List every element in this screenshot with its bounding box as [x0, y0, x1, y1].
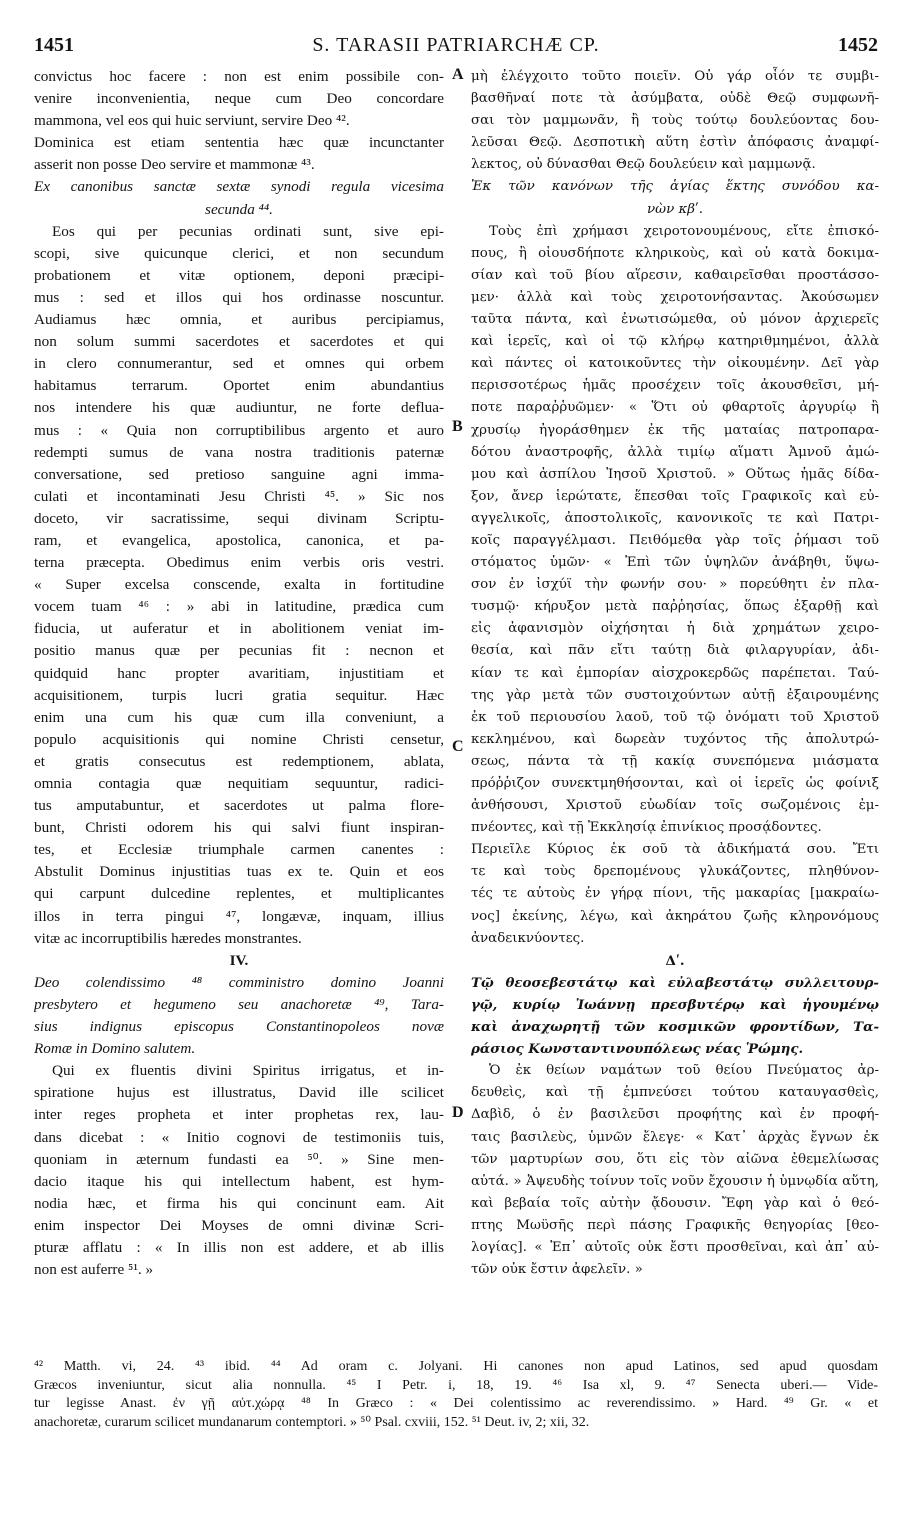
text-line: Dominica est etiam sententia hæc quæ incunctanter — [34, 134, 444, 152]
text-line: ποτε παραῤῥυῶμεν· « Ὅτι οὐ φθαρτοῖς ἀργυρίῳ ἢ — [471, 400, 879, 416]
footnote-line: tur legisse Anast. ἐν γῇ αὐτ.χώρᾳ ⁴⁸ In Græco : « Dei colentissimo ac reverendissimo. » Hard. ⁴⁹ Gr. « et — [34, 1396, 878, 1411]
footnote-line: ⁴² Matth. vi, 24. ⁴³ ibid. ⁴⁴ Ad oram c. Jolyani. Hi canones non apud Latinos, sed apud quosdam — [34, 1359, 878, 1374]
section-marker-a: A — [452, 66, 464, 83]
text-line: κεκλημένου, καὶ δωρεὰν τυχόντος τῆς ἀπολυτρώ- — [471, 731, 879, 747]
text-line: πνέοντες, καὶ τῇ Ἐκκλησίᾳ ἐπινίκιος προσᾴδοντες. — [471, 820, 822, 836]
column-number-left: 1451 — [34, 34, 74, 56]
text-line: terna præcepta. Obedimus enim verbis oris vestri. — [34, 554, 444, 572]
text-line: τυσμῷ· κήρυξον μετὰ παῤῥησίας, ὅπως ἐξαρθῇ καὶ — [471, 599, 879, 615]
text-line: presbytero et hegumeno seu anachoretæ ⁴⁹, Tara- — [34, 995, 444, 1013]
text-line: secunda ⁴⁴. — [205, 200, 273, 218]
text-line: habitamus terrarum. Oportet enim abundantius — [34, 377, 444, 395]
text-line: Ὁ ἐκ θείων ναμάτων τοῦ θείου Πνεύματος ἀρ- — [489, 1063, 879, 1079]
text-line: σίαν καὶ τοῦ βίου αἵρεσιν, καθαιρεῖσθαι προστάσσο- — [471, 267, 879, 283]
text-line: dans dicebat : « Initio cognovi de testimoniis tuis, — [34, 1128, 444, 1146]
text-line: ἀνθήσουσι, Χριστοῦ εὐωδίαν τοῖς σωζομένοις ἐμ- — [471, 798, 879, 814]
text-line: asserit non posse Deo servire et mammonæ ⁴³. — [34, 156, 315, 174]
footnote-line: Græcos inveniuntur, sicut alia nonnulla. ⁴⁵ I Petr. i, 18, 19. ⁴⁶ Isa xl, 9. ⁴⁷ Senecta uberi.— Vide- — [34, 1377, 878, 1393]
text-line: scopi, sive quicunque clerici, et non secundum — [34, 244, 444, 262]
text-line: ram, et evangelica, apostolica, canonica, et pa- — [34, 531, 444, 549]
text-line: νος] ἐκείνης, λέγω, καὶ ἀκηράτου ζωῆς κληρονόμους — [471, 908, 879, 924]
text-line: IV. — [229, 951, 249, 969]
text-line: conversatione, sed pretioso sanguine agni imma- — [34, 465, 444, 483]
text-line: Δʹ. — [665, 952, 685, 969]
text-line: αγγελικοῖς, ἀποστολικοῖς, κανονικοῖς τε καὶ Πατρι- — [471, 510, 879, 526]
text-line: καὶ πάντες οἱ κατοικοῦντες τὴν οἰκουμένην. Δεῖ γὰρ — [471, 356, 879, 372]
text-line: μὴ ἐλέγχοιτο τοῦτο ποιεῖν. Οὐ γάρ οἷόν τε συμβι- — [471, 69, 879, 84]
text-line: nos intendere his quæ audiuntur, ne forte deflua- — [34, 399, 444, 417]
text-line: μου καὶ ἀσπίλου Ἰησοῦ Χριστοῦ. » Οὕτως ἡμᾶς δίδα- — [471, 466, 879, 482]
text-line: mus : sed et illos qui hos ordinasse noscuntur. — [34, 288, 444, 306]
text-line: mus : « Quia non corruptibilibus argento et auro — [34, 421, 444, 439]
text-line: sius indignus episcopus Constantinopoleos novæ — [34, 1018, 444, 1036]
text-line: μεν· ἀλλὰ καὶ τοὺς χειροτονήσαντας. Ἀκούσωμεν — [471, 289, 879, 305]
footnotes — [34, 1358, 878, 1432]
page-header — [34, 34, 878, 60]
text-line: inter reges propheta et inter prophetas rex, lau- — [34, 1106, 444, 1124]
text-line: τῶν οὐκ ἔστιν ἀφελεῖν. » — [471, 1262, 643, 1278]
text-line: Τῷ θεοσεβεστάτῳ καὶ εὐλαβεστάτῳ συλλειτουρ- — [471, 974, 879, 991]
text-line: ράσιος Κωνσταντινουπόλεως νέας Ῥώμης. — [471, 1041, 804, 1058]
text-line: ἀναδεικνύοντες. — [471, 930, 585, 946]
text-line: mammona, vel eos qui huic serviunt, servire Deo ⁴². — [34, 112, 350, 130]
text-line: της γὰρ μετὰ τῶν συστοιχούντων αὐτῇ ἐξαιρουμένης — [471, 687, 879, 703]
text-line: τές τε αὐτοὺς ἐν γήρᾳ πίονι, τῆς μακαρίας [μακραίω- — [471, 886, 879, 902]
text-line: pturæ afflatu : « In illis non est addere, et ab illis — [34, 1238, 444, 1256]
text-line: in clero connumerantur, sed et omnes qui orbem — [34, 355, 444, 373]
text-line: δότου ἀναστροφῆς, ἀλλὰ τιμίῳ αἵματι Ἀμνοῦ ἀμώ- — [471, 444, 879, 460]
text-line: χρυσίῳ ἠγοράσθημεν ἐκ τῆς ματαίας πατροπαρα- — [471, 422, 879, 438]
text-line: Deo colendissimo ⁴⁸ comministro domino Joanni — [34, 973, 444, 991]
text-line: καὶ βεβαία τοῖς αὐτὴν ᾄδουσιν. Ἔφη γὰρ καὶ ὁ θεό- — [471, 1195, 879, 1211]
text-line: Ex canonibus sanctæ sextæ synodi regula vicesima — [34, 178, 444, 196]
text-line: περισσοτέρως ἡμᾶς προσέχειν τοῖς ἀκουσθεῖσι, μή- — [471, 378, 879, 394]
text-line: spiratione hujus est illustratus, David ille scilicet — [34, 1084, 444, 1102]
text-line: Περιεῖλε Κύριος ἐκ σοῦ τὰ ἀδικήματά σου. Ἔτι — [471, 842, 879, 858]
text-line: doceto, vir sacratissime, sequi divinam Scriptu- — [34, 509, 444, 527]
text-line: vitæ ac incorruptibilis hæredes monstrantes. — [34, 929, 302, 947]
running-title: S. TARASII PATRIARCHÆ CP. — [312, 34, 600, 56]
text-line: Audiamus hæc omnia, et auribus percipiamus, — [34, 311, 444, 329]
text-line: Qui ex fluentis divini Spiritus irrigatus, et in- — [52, 1062, 444, 1080]
text-line: populo acquisitionis qui nomine Christi censetur, — [34, 730, 444, 748]
text-line: ταῦτα πάντα, καὶ ἐνωτισώμεθα, οὐ μόνον ἀρχιερεῖς — [471, 312, 879, 328]
text-line: qui carpunt dulcedine replentes, et multiplicantes — [34, 885, 444, 903]
text-line: enim una cum his quæ cum illa conveniunt, a — [34, 708, 444, 726]
text-line: αὐτά. » Ἀψευδὴς τοίνυν τοῖς νοῦν ἔχουσιν ἡ ὑμνῳδία αὕτη, — [471, 1173, 879, 1189]
text-line: βασθῆναί ποτε τὰ ἀσύμβατα, οὐδὲ Θεῷ συμφωνῆ- — [471, 91, 879, 107]
text-line: σεως, πάντα τὰ τῇ κακίᾳ συνεπόμενα μιάσματα — [471, 753, 879, 769]
text-line: probationem et vitæ optionem, deponi præcipi- — [34, 266, 444, 284]
text-line: λεκτος, οὐ δύνασθαι Θεῷ δουλεύειν καὶ μαμμωνᾷ. — [471, 157, 816, 173]
text-line: τε καὶ τοὺς δρεπομένους γλυκάζοντες, πληθύνον- — [471, 864, 879, 880]
text-line: non est auferre ⁵¹. » — [34, 1261, 154, 1279]
section-marker-d: D — [452, 1104, 464, 1121]
column-number-right: 1452 — [838, 34, 878, 56]
text-line: « Super excelsa conscende, exalta in fortitudine — [34, 576, 444, 594]
text-line: ταις βασιλεὺς, ὑμνῶν ἔλεγε· « Κατ᾽ ἀρχὰς ἔγνων ἐκ — [471, 1129, 879, 1145]
text-line: ξον, ἄνερ ἱερώτατε, ἕπεσθαι τοῖς Γραφικοῖς καὶ εὐ- — [471, 488, 879, 504]
text-line: nodia hæc, et firma his qui concinunt eam. Ait — [34, 1194, 444, 1212]
footnote-line: anachoretæ, curarum scilicet mundanarum contemptori. » ⁵⁰ Psal. cxviii, 152. ⁵¹ Deut. iv, 2; xii, 32. — [34, 1414, 590, 1430]
text-line: κίαν τε καὶ ἐμπορίαν αἰσχροκερδῶς παρέπεται. Ταύ- — [471, 665, 879, 681]
text-line: λογίας]. « Ἐπ᾽ αὐτοῖς οὐκ ἔστι προσθεῖναι, καὶ ἀπ᾽ αὐ- — [471, 1239, 879, 1255]
text-line: Τοὺς ἐπὶ χρήμασι χειροτονουμένους, εἴτε ἐπισκό- — [489, 223, 879, 239]
text-line: εἰς ἀφανισμὸν οἰχήσηται ἡ διὰ χρημάτων χειρο- — [471, 621, 879, 637]
text-line: νὼν κβʹ. — [647, 201, 703, 217]
greek-column — [471, 66, 879, 1281]
text-line: Romæ in Domino salutem. — [34, 1040, 196, 1058]
text-line: bunt, Christi odorem his qui salvi fiunt inspiran- — [34, 819, 444, 837]
text-line: στόματος ὑμῶν· « Ἐπὶ τῶν ὑψηλῶν ἀνάβηθι, ὕψω- — [471, 555, 879, 571]
text-line: non solum summi sacerdotes et sacerdotes et qui — [34, 333, 444, 351]
text-line: Eos qui per pecunias ordinati sunt, sive epi- — [52, 222, 444, 240]
text-line: γῷ, κυρίῳ Ἰωάννῃ πρεσβυτέρῳ καὶ ἡγουμένῳ — [471, 996, 879, 1013]
text-line: λεῦσαι Θεῷ. Δεσποτικὴ αὕτη ἐστὶν ἀπόφασις ἀναμφί- — [471, 135, 879, 151]
text-line: tes, et Ecclesiæ triumphale carmen canentes : — [34, 841, 444, 859]
text-line: πρόῤῥιζον συνεκτμηθήσονται, καὶ οἱ ἱερεῖς ὡς φοίνιξ — [471, 776, 879, 791]
text-line: fiducia, ut auferatur et in abolitionem veniat im- — [34, 620, 444, 638]
section-marker-c: C — [452, 738, 464, 755]
text-line: quoniam in æternum fundasti ea ⁵⁰. » Sine men- — [34, 1150, 444, 1168]
text-line: ἐκ τοῦ περιουσίου λαοῦ, τοῦ τῷ ὀνόματι τοῦ Χριστοῦ — [471, 709, 879, 725]
text-line: καὶ ἱερεῖς, καὶ οἱ τῷ κλήρῳ κατηριθμημένοι, ἀλλὰ — [471, 334, 879, 350]
text-line: acquisitionem, turpis lucri gratia sequitur. Hæc — [34, 686, 444, 704]
text-line: καὶ ἀναχωρητῇ τῶν κοσμικῶν φροντίδων, Τα- — [471, 1019, 879, 1036]
text-line: tus amputabuntur, et sacerdotes ut palma flore- — [34, 797, 444, 815]
section-marker-b: B — [452, 418, 463, 435]
text-line: convictus hoc facere : non est enim possibile con- — [34, 68, 444, 85]
text-line: et gratis consecutus est redemptionem, ablata, — [34, 752, 444, 770]
text-line: τῶν μαρτυρίων σου, ὅτι εἰς τὸν αἰῶνα ἐθεμελίωσας — [471, 1151, 879, 1167]
text-line: redempti sumus de vana nostra traditionis paternæ — [34, 443, 444, 461]
text-line: quidquid hanc propter avaritiam, injustitiam et — [34, 664, 444, 682]
text-line: δευθεὶς, καὶ τῇ ἐμπνεύσει τούτου καταυγασθεὶς, — [471, 1085, 879, 1101]
text-line: Ἐκ τῶν κανόνων τῆς ἁγίας ἕκτης συνόδου κα- — [471, 179, 879, 195]
text-line: Abstulit Dominus injustitias tuas ex te. Quin et eos — [34, 863, 444, 881]
text-line: vocem tuam ⁴⁶ : » abi in latitudine, prædica cum — [34, 598, 444, 616]
text-line: culati et incontaminati Jesu Christi ⁴⁵. » Sic nos — [34, 487, 444, 505]
text-line: κοῖς παραγγέλμασι. Πειθόμεθα γὰρ τοῖς ῥήμασι τοῦ — [471, 532, 879, 548]
text-line: positio manus quæ per pecunias fit : necnon et — [34, 642, 444, 660]
text-line: Δαβὶδ, ὁ ἐν βασιλεῦσι προφήτης καὶ ἐν προφή- — [471, 1107, 879, 1123]
text-line: σαι τὸν μαμμωνᾶν, ἢ τοὺς τούτῳ δουλεύοντας δου- — [471, 113, 879, 129]
text-line: omnia contagia quæ nequitiam sequuntur, radici- — [34, 775, 444, 792]
text-line: dacio itaque his qui intellectum habent, est hym- — [34, 1172, 444, 1190]
text-line: πους, ἢ οἱουσδήποτε κληρικοὺς, καὶ οὐ κατὰ δοκιμα- — [471, 245, 879, 261]
text-line: venire inconvenientia, neque cum Deo concordare — [34, 90, 444, 108]
text-line: illos in terra pingui ⁴⁷, longævæ, inquam, illius — [34, 907, 444, 925]
text-line: σον ἐν ἰσχύϊ τὴν φωνήν σου· » πορεύθητι ἐν πλα- — [471, 577, 879, 593]
text-line: θεσία, καὶ πᾶν εἴτι ταύτῃ διὰ φιλαργυρίαν, ἀδι- — [471, 643, 879, 659]
latin-column — [34, 66, 444, 1281]
text-line: enim inspector Dei Moyses de omni divinæ Scri- — [34, 1216, 444, 1234]
text-line: πτης Μωϋσῆς περὶ πάσης Γραφικῆς θεηγορίας [θεο- — [471, 1217, 879, 1233]
